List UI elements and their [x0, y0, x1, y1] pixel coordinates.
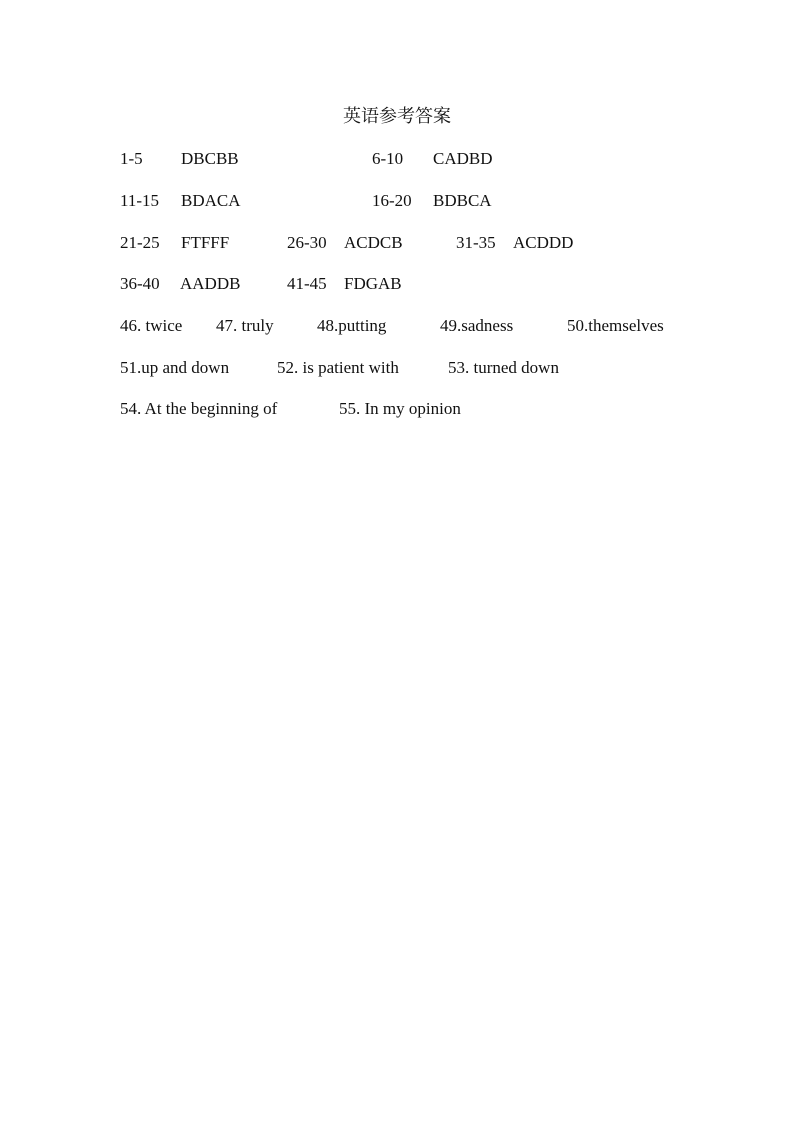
answer-item: 52. is patient with — [277, 358, 399, 377]
question-range: 36-40 — [120, 274, 160, 293]
answer-item: 53. turned down — [448, 358, 559, 377]
answer-row-54-55 — [0, 397, 794, 421]
answer-letters: ACDDD — [513, 233, 574, 252]
answer-row-11-20 — [0, 189, 794, 213]
answer-letters: FTFFF — [181, 233, 230, 252]
answer-letters: ACDCB — [344, 233, 403, 252]
answer-letters: BDACA — [181, 191, 241, 210]
page-title: 英语参考答案 — [343, 106, 451, 127]
question-range: 21-25 — [120, 233, 160, 252]
answer-letters: BDBCA — [433, 191, 492, 210]
answer-row-51-53 — [0, 356, 794, 380]
question-range: 41-45 — [287, 274, 327, 293]
answer-letters: DBCBB — [181, 149, 239, 168]
answer-row-46-50 — [0, 314, 794, 338]
answer-letters: AADDB — [180, 274, 241, 293]
answer-item: 50.themselves — [567, 316, 664, 335]
question-range: 6-10 — [372, 149, 404, 168]
answer-row-36-45 — [0, 272, 794, 296]
answer-item: 48.putting — [317, 316, 387, 335]
answer-item: 49.sadness — [440, 316, 514, 335]
question-range: 26-30 — [287, 233, 327, 252]
answer-item: 47. truly — [216, 316, 274, 335]
answer-row-21-35 — [0, 231, 794, 255]
question-range: 1-5 — [120, 149, 143, 168]
question-range: 31-35 — [456, 233, 496, 252]
answer-item: 54. At the beginning of — [120, 399, 278, 418]
answer-letters: FDGAB — [344, 274, 402, 293]
question-range: 11-15 — [120, 191, 160, 210]
answer-row-1-10 — [0, 147, 794, 171]
answer-item: 51.up and down — [120, 358, 230, 377]
answer-letters: CADBD — [433, 149, 493, 168]
answer-item: 46. twice — [120, 316, 183, 335]
question-range: 16-20 — [372, 191, 412, 210]
answer-item: 55. In my opinion — [339, 399, 461, 418]
